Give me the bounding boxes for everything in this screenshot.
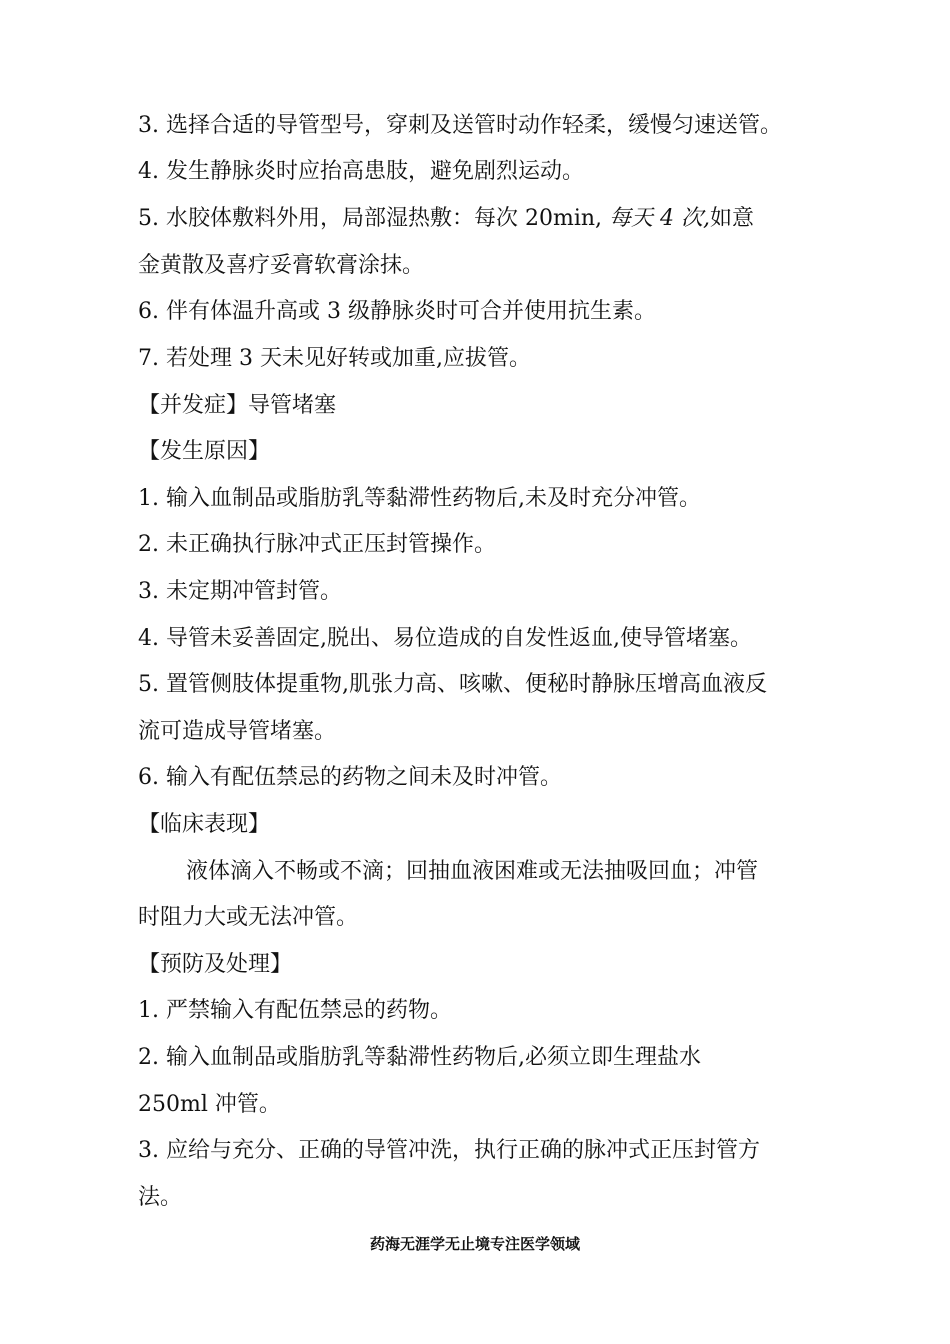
list-item: 2. 输入血制品或脂肪乳等黏滞性药物后,必须立即生理盐水 bbox=[138, 1045, 701, 1070]
text-segment: 如意 bbox=[710, 206, 755, 231]
list-item: 6. 输入有配伍禁忌的药物之间未及时冲管。 bbox=[138, 765, 562, 790]
page-footer: 药海无涯学无止境专注医学领域 bbox=[369, 1235, 580, 1253]
list-item: 3. 未定期冲管封管。 bbox=[138, 579, 342, 604]
section-heading: 【预防及处理】 bbox=[138, 952, 293, 977]
list-item: 2. 未正确执行脉冲式正压封管操作。 bbox=[138, 532, 496, 557]
list-item: 3. 应给与充分、正确的导管冲洗，执行正确的脉冲式正压封管方 bbox=[138, 1138, 760, 1163]
list-item: 4. 导管未妥善固定,脱出、易位造成的自发性返血,使导管堵塞。 bbox=[138, 626, 752, 651]
text-line: 时阻力大或无法冲管。 bbox=[138, 905, 359, 930]
text-line: 250ml 冲管。 bbox=[138, 1092, 281, 1117]
list-item: 6. 伴有体温升高或 3 级静脉炎时可合并使用抗生素。 bbox=[138, 299, 656, 324]
paragraph: 液体滴入不畅或不滴；回抽血液困难或无法抽吸回血；冲管 bbox=[186, 859, 759, 884]
list-item: 1. 输入血制品或脂肪乳等黏滞性药物后,未及时充分冲管。 bbox=[138, 486, 701, 511]
section-heading: 【发生原因】 bbox=[138, 439, 271, 464]
text-segment: 5. 水胶体敷料外用，局部湿热敷：每次 20min, bbox=[138, 206, 603, 231]
text-line: 法。 bbox=[138, 1185, 183, 1210]
text-line: 金黄散及喜疗妥膏软膏涂抹。 bbox=[138, 253, 425, 278]
list-item bbox=[138, 204, 754, 234]
list-item: 5. 置管侧肢体提重物,肌张力高、咳嗽、便秘时静脉压增高血液反 bbox=[138, 672, 767, 697]
list-item: 7. 若处理 3 天未见好转或加重,应拔管。 bbox=[138, 346, 531, 371]
list-item: 1. 严禁输入有配伍禁忌的药物。 bbox=[138, 998, 452, 1023]
section-heading: 【临床表现】 bbox=[138, 812, 271, 837]
text-line: 流可造成导管堵塞。 bbox=[138, 719, 337, 744]
list-item: 4. 发生静脉炎时应抬高患肢，避免剧烈运动。 bbox=[138, 159, 584, 184]
italic-text-segment: 每天 4 次, bbox=[609, 206, 711, 231]
section-heading: 【并发症】导管堵塞 bbox=[138, 393, 337, 418]
list-item: 3. 选择合适的导管型号，穿刺及送管时动作轻柔，缓慢匀速送管。 bbox=[138, 113, 782, 138]
